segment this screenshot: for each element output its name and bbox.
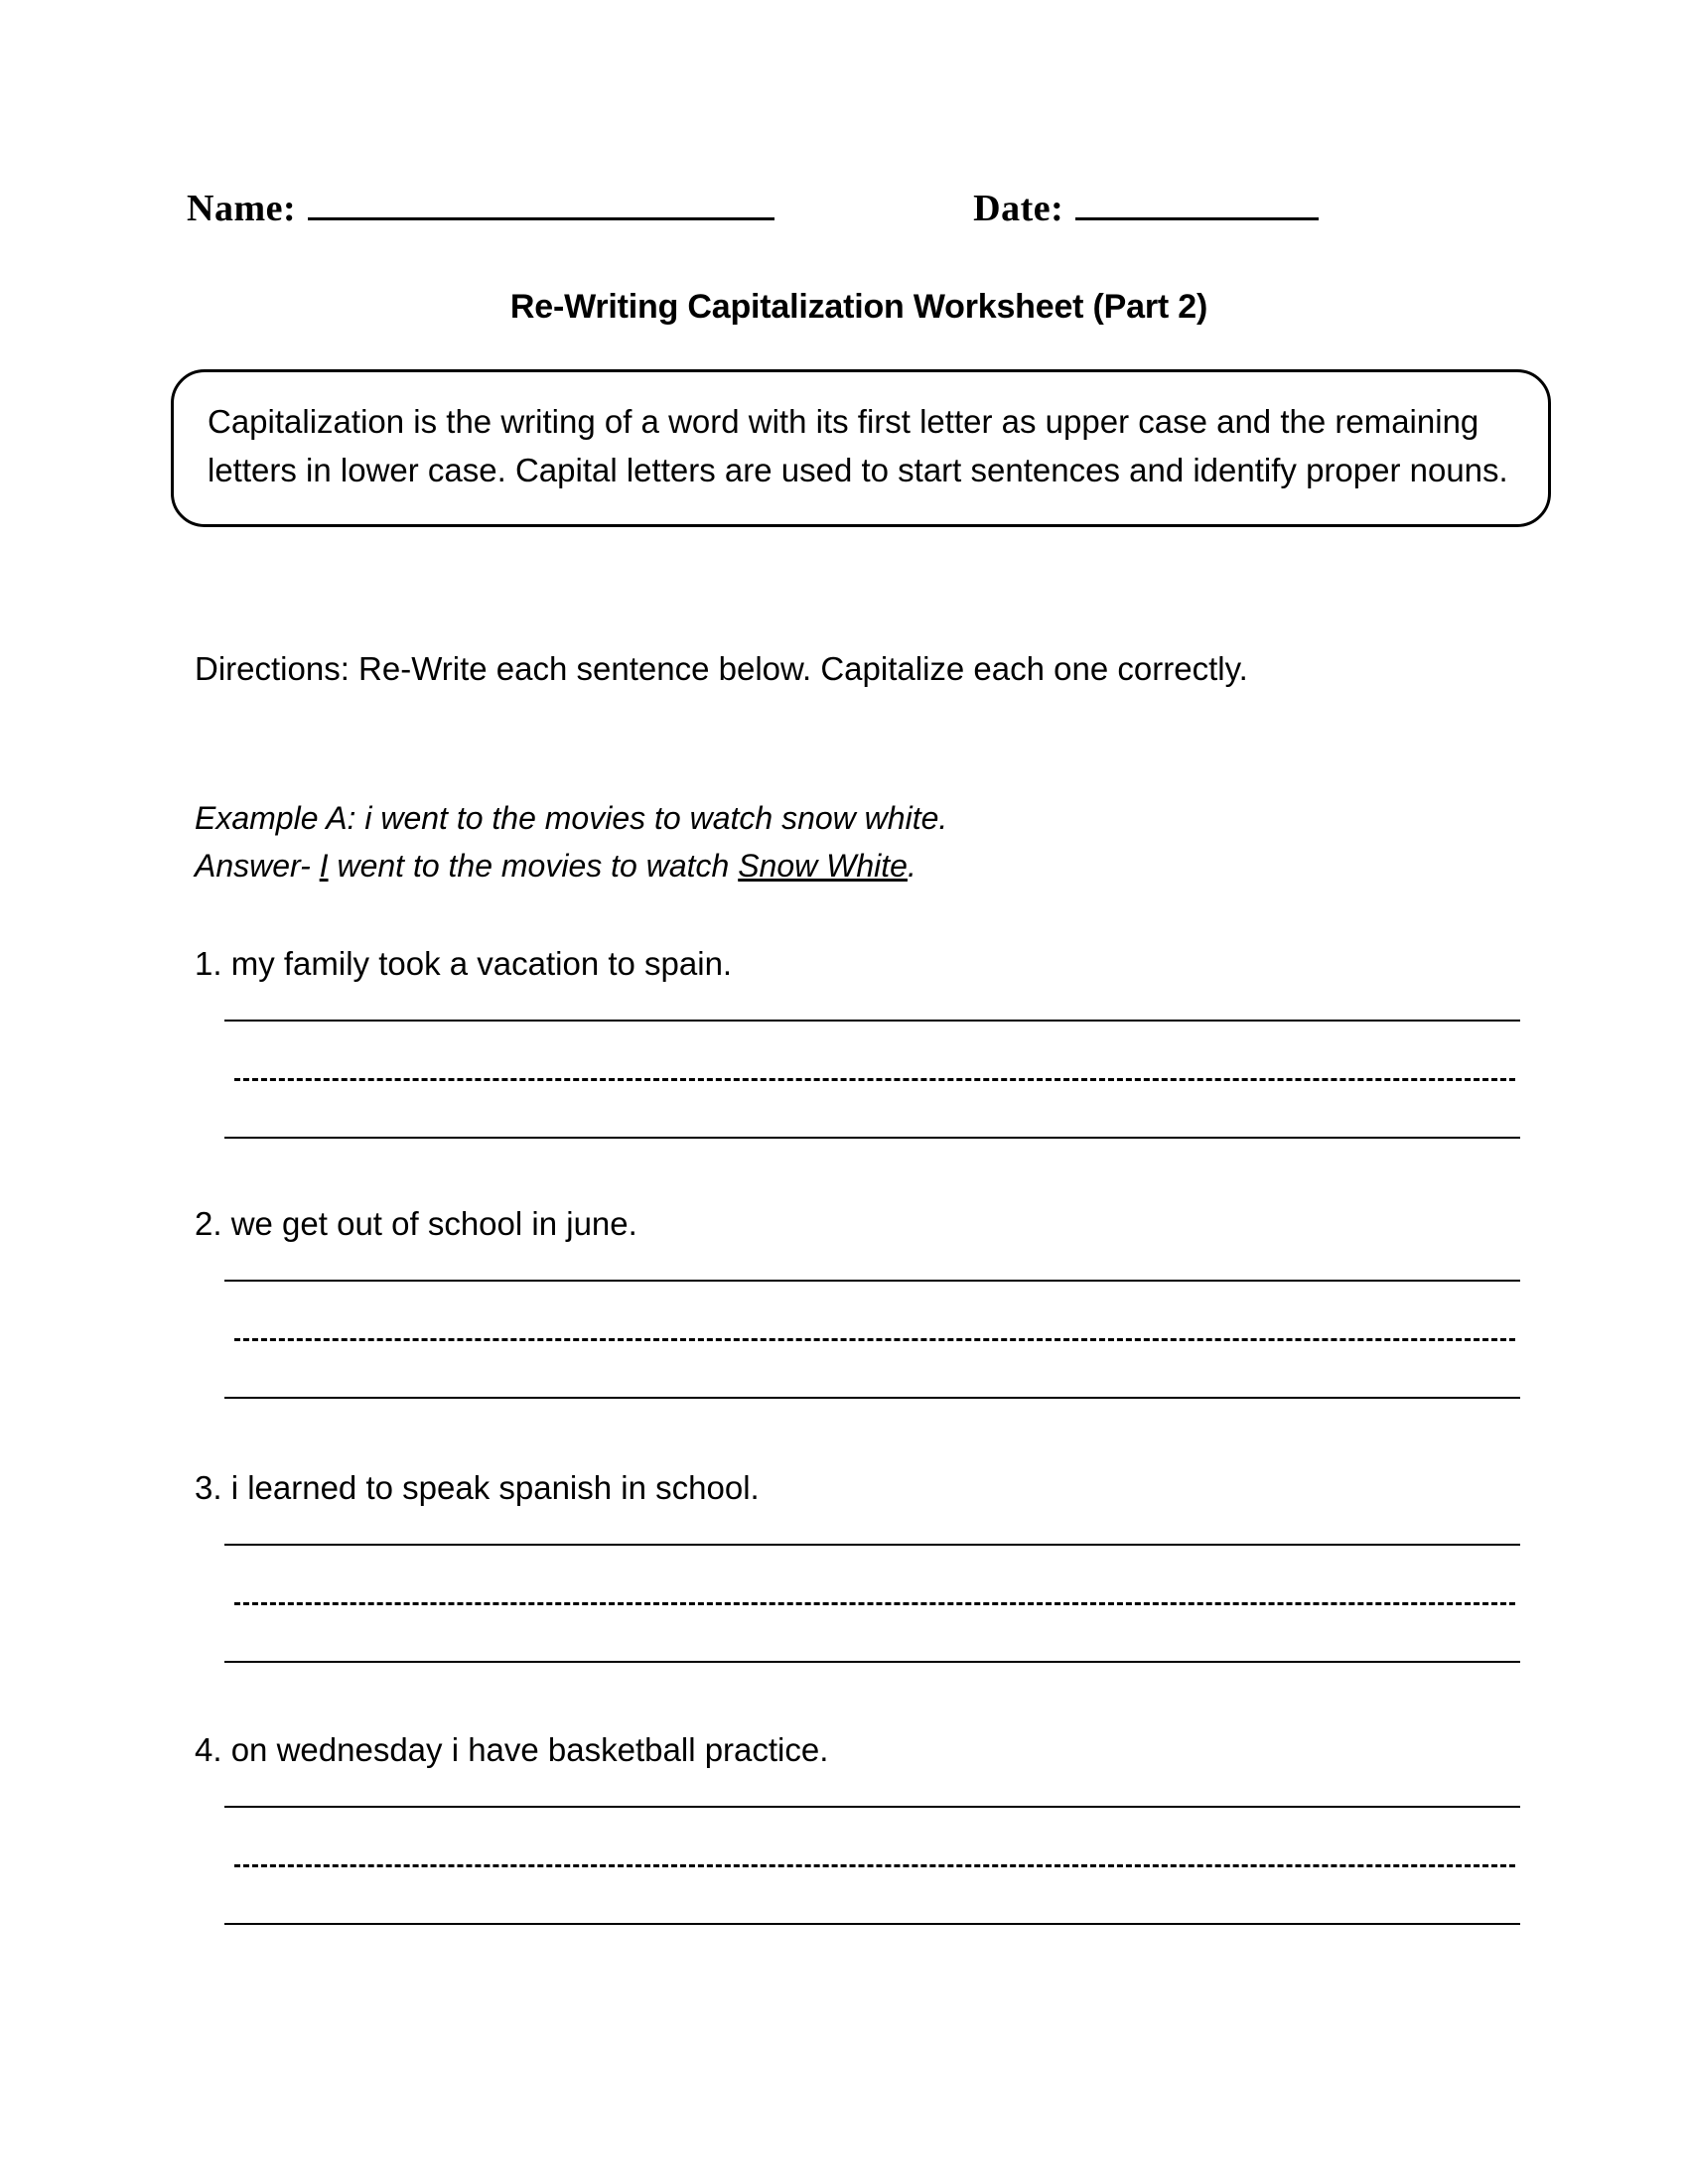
example-block xyxy=(195,794,1436,889)
example-prompt-label: Example A: xyxy=(195,800,356,836)
answer-lines[interactable] xyxy=(224,1280,1520,1399)
answer-lines[interactable] xyxy=(224,1020,1520,1139)
page-title: Re-Writing Capitalization Worksheet (Part 2) xyxy=(509,288,1208,326)
example-answer xyxy=(195,842,1436,889)
question-item xyxy=(195,1203,1545,1399)
example-prompt-text: i went to the movies to watch snow white. xyxy=(364,800,948,836)
question-text xyxy=(195,943,1545,986)
answer-lines[interactable] xyxy=(224,1806,1520,1925)
definition-box: Capitalization is the writing of a word with its first letter as upper case and the remaining letters in lower case. Capital letters are used to start sentences and identify proper nouns. xyxy=(171,369,1551,527)
writing-line-bottom[interactable] xyxy=(224,1137,1520,1139)
question-item xyxy=(195,1467,1545,1663)
question-text xyxy=(195,1729,1545,1772)
date-input-blank[interactable] xyxy=(1075,188,1319,220)
question-number: 1. xyxy=(195,945,222,982)
name-input-blank[interactable] xyxy=(308,188,774,220)
example-prompt xyxy=(195,794,1436,842)
example-answer-period: . xyxy=(907,848,916,884)
writing-line-bottom[interactable] xyxy=(224,1923,1520,1925)
header-row xyxy=(187,187,1539,230)
example-answer-label: Answer- xyxy=(195,848,311,884)
question-number: 4. xyxy=(195,1731,222,1768)
example-answer-capital-i: I xyxy=(319,848,329,884)
question-text xyxy=(195,1467,1545,1510)
question-sentence: we get out of school in june. xyxy=(230,1205,637,1242)
example-answer-proper-noun: Snow White xyxy=(738,848,908,884)
question-sentence: on wednesday i have basketball practice. xyxy=(230,1731,829,1768)
question-item xyxy=(195,1729,1545,1925)
question-item xyxy=(195,943,1545,1139)
directions-text: Directions: Re-Write each sentence below. Capitalize each one correctly. xyxy=(195,650,1248,687)
example-answer-middle: went to the movies to watch xyxy=(328,848,739,884)
question-number: 2. xyxy=(195,1205,222,1242)
answer-lines[interactable] xyxy=(224,1544,1520,1663)
question-number: 3. xyxy=(195,1469,222,1506)
question-text xyxy=(195,1203,1545,1246)
date-label: Date: xyxy=(973,188,1064,229)
question-sentence: i learned to speak spanish in school. xyxy=(230,1469,760,1506)
writing-line-bottom[interactable] xyxy=(224,1397,1520,1399)
question-sentence: my family took a vacation to spain. xyxy=(230,945,733,982)
name-label: Name: xyxy=(187,188,297,229)
writing-line-bottom[interactable] xyxy=(224,1661,1520,1663)
